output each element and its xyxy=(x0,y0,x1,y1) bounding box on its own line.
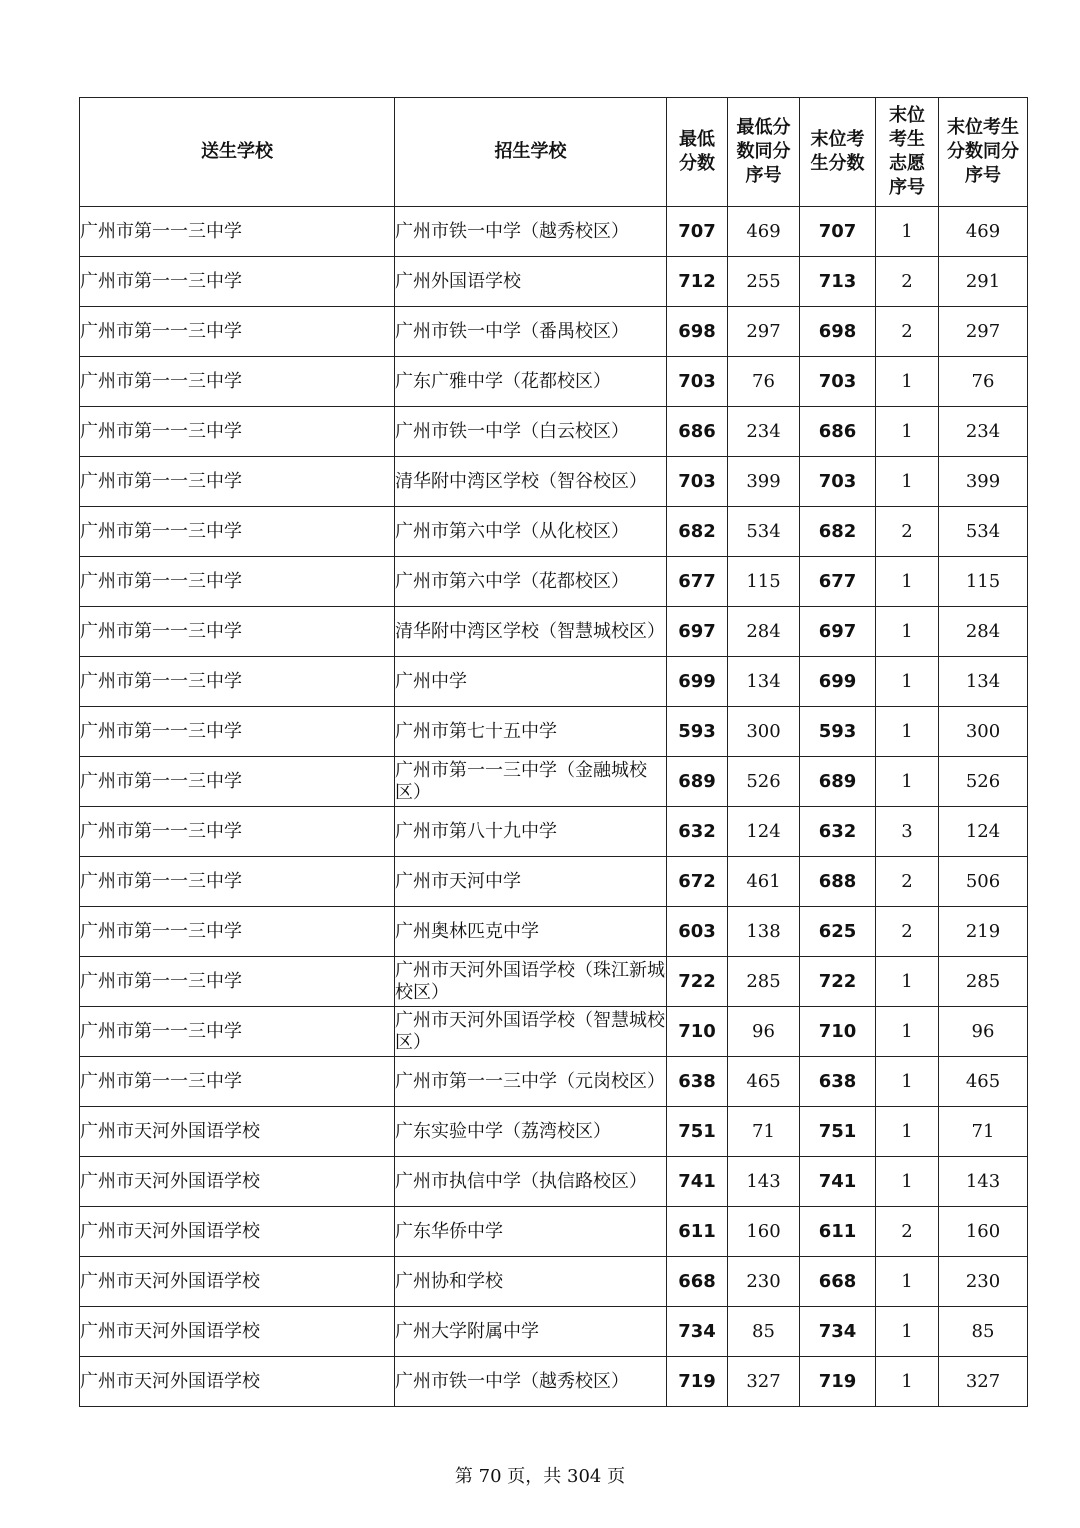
last-wish-cell: 2 xyxy=(876,1207,939,1257)
last-wish-cell: 2 xyxy=(876,257,939,307)
enroll-school-cell: 广州市天河外国语学校（智慧城校区） xyxy=(395,1007,667,1057)
table-row xyxy=(80,457,1028,507)
send-school-cell: 广州市第一一三中学 xyxy=(80,357,395,407)
send-school-cell: 广州市第一一三中学 xyxy=(80,1007,395,1057)
min-score-rank-cell: 297 xyxy=(728,307,800,357)
last-wish-cell: 1 xyxy=(876,557,939,607)
last-wish-cell: 2 xyxy=(876,507,939,557)
min-score-rank-cell: 96 xyxy=(728,1007,800,1057)
last-rank-cell: 469 xyxy=(939,207,1028,257)
send-school-cell: 广州市第一一三中学 xyxy=(80,957,395,1007)
enroll-school-cell: 广州中学 xyxy=(395,657,667,707)
last-score-cell: 689 xyxy=(800,757,876,807)
min-score-cell: 689 xyxy=(667,757,728,807)
min-score-cell: 703 xyxy=(667,357,728,407)
last-wish-cell: 1 xyxy=(876,1107,939,1157)
min-score-rank-cell: 234 xyxy=(728,407,800,457)
last-score-cell: 686 xyxy=(800,407,876,457)
table-row xyxy=(80,657,1028,707)
last-rank-cell: 285 xyxy=(939,957,1028,1007)
last-wish-cell: 1 xyxy=(876,1257,939,1307)
table-row xyxy=(80,907,1028,957)
min-score-cell: 638 xyxy=(667,1057,728,1107)
send-school-cell: 广州市第一一三中学 xyxy=(80,657,395,707)
last-rank-cell: 124 xyxy=(939,807,1028,857)
send-school-cell: 广州市第一一三中学 xyxy=(80,1057,395,1107)
enroll-school-cell: 广州大学附属中学 xyxy=(395,1307,667,1357)
last-score-cell: 719 xyxy=(800,1357,876,1407)
enroll-school-cell: 广州市铁一中学（白云校区） xyxy=(395,407,667,457)
min-score-rank-cell: 255 xyxy=(728,257,800,307)
min-score-cell: 677 xyxy=(667,557,728,607)
min-score-cell: 698 xyxy=(667,307,728,357)
table-row xyxy=(80,1157,1028,1207)
last-wish-cell: 1 xyxy=(876,1057,939,1107)
last-rank-cell: 284 xyxy=(939,607,1028,657)
min-score-cell: 603 xyxy=(667,907,728,957)
table-row xyxy=(80,857,1028,907)
table-row xyxy=(80,957,1028,1007)
table-row xyxy=(80,1257,1028,1307)
last-wish-cell: 2 xyxy=(876,907,939,957)
enroll-school-cell: 广州市第七十五中学 xyxy=(395,707,667,757)
enroll-school-cell: 广州奥林匹克中学 xyxy=(395,907,667,957)
send-school-cell: 广州市第一一三中学 xyxy=(80,407,395,457)
enroll-school-cell: 广州市第八十九中学 xyxy=(395,807,667,857)
last-rank-cell: 96 xyxy=(939,1007,1028,1057)
min-score-cell: 719 xyxy=(667,1357,728,1407)
table-row xyxy=(80,557,1028,607)
last-score-cell: 682 xyxy=(800,507,876,557)
last-score-cell: 699 xyxy=(800,657,876,707)
enroll-school-cell: 广州市铁一中学（越秀校区） xyxy=(395,1357,667,1407)
enroll-school-cell: 广东实验中学（荔湾校区） xyxy=(395,1107,667,1157)
min-score-cell: 734 xyxy=(667,1307,728,1357)
header-last-score: 末位考 生分数 xyxy=(800,98,876,207)
admissions-table xyxy=(79,97,1028,1407)
enroll-school-cell: 广州市天河中学 xyxy=(395,857,667,907)
min-score-cell: 703 xyxy=(667,457,728,507)
min-score-rank-cell: 534 xyxy=(728,507,800,557)
last-rank-cell: 160 xyxy=(939,1207,1028,1257)
last-score-cell: 625 xyxy=(800,907,876,957)
last-score-cell: 611 xyxy=(800,1207,876,1257)
last-rank-cell: 526 xyxy=(939,757,1028,807)
send-school-cell: 广州市第一一三中学 xyxy=(80,607,395,657)
last-rank-cell: 134 xyxy=(939,657,1028,707)
send-school-cell: 广州市第一一三中学 xyxy=(80,457,395,507)
min-score-rank-cell: 284 xyxy=(728,607,800,657)
table-row xyxy=(80,807,1028,857)
min-score-rank-cell: 124 xyxy=(728,807,800,857)
last-wish-cell: 1 xyxy=(876,1007,939,1057)
send-school-cell: 广州市第一一三中学 xyxy=(80,757,395,807)
min-score-rank-cell: 285 xyxy=(728,957,800,1007)
min-score-rank-cell: 469 xyxy=(728,207,800,257)
send-school-cell: 广州市第一一三中学 xyxy=(80,207,395,257)
last-score-cell: 751 xyxy=(800,1107,876,1157)
last-score-cell: 734 xyxy=(800,1307,876,1357)
min-score-cell: 686 xyxy=(667,407,728,457)
page-number: 第 70 页，共 304 页 xyxy=(454,1466,626,1487)
last-score-cell: 722 xyxy=(800,957,876,1007)
send-school-cell: 广州市第一一三中学 xyxy=(80,707,395,757)
send-school-cell: 广州市第一一三中学 xyxy=(80,307,395,357)
min-score-cell: 710 xyxy=(667,1007,728,1057)
enroll-school-cell: 广州外国语学校 xyxy=(395,257,667,307)
last-rank-cell: 300 xyxy=(939,707,1028,757)
last-rank-cell: 399 xyxy=(939,457,1028,507)
min-score-cell: 697 xyxy=(667,607,728,657)
min-score-rank-cell: 327 xyxy=(728,1357,800,1407)
table-header-row xyxy=(80,98,1028,207)
min-score-cell: 751 xyxy=(667,1107,728,1157)
send-school-cell: 广州市第一一三中学 xyxy=(80,257,395,307)
min-score-cell: 672 xyxy=(667,857,728,907)
enroll-school-cell: 广州市第一一三中学（金融城校区） xyxy=(395,757,667,807)
last-wish-cell: 1 xyxy=(876,957,939,1007)
min-score-rank-cell: 134 xyxy=(728,657,800,707)
table-row xyxy=(80,1307,1028,1357)
send-school-cell: 广州市天河外国语学校 xyxy=(80,1107,395,1157)
table-row xyxy=(80,357,1028,407)
last-rank-cell: 327 xyxy=(939,1357,1028,1407)
last-score-cell: 668 xyxy=(800,1257,876,1307)
last-wish-cell: 1 xyxy=(876,757,939,807)
min-score-cell: 668 xyxy=(667,1257,728,1307)
last-score-cell: 713 xyxy=(800,257,876,307)
min-score-rank-cell: 160 xyxy=(728,1207,800,1257)
last-wish-cell: 2 xyxy=(876,857,939,907)
last-wish-cell: 2 xyxy=(876,307,939,357)
table-row xyxy=(80,607,1028,657)
last-rank-cell: 143 xyxy=(939,1157,1028,1207)
send-school-cell: 广州市天河外国语学校 xyxy=(80,1307,395,1357)
min-score-cell: 699 xyxy=(667,657,728,707)
last-score-cell: 707 xyxy=(800,207,876,257)
min-score-rank-cell: 143 xyxy=(728,1157,800,1207)
send-school-cell: 广州市天河外国语学校 xyxy=(80,1207,395,1257)
last-rank-cell: 297 xyxy=(939,307,1028,357)
min-score-rank-cell: 230 xyxy=(728,1257,800,1307)
last-rank-cell: 115 xyxy=(939,557,1028,607)
send-school-cell: 广州市第一一三中学 xyxy=(80,907,395,957)
min-score-cell: 611 xyxy=(667,1207,728,1257)
table-row xyxy=(80,507,1028,557)
table-row xyxy=(80,1357,1028,1407)
last-wish-cell: 1 xyxy=(876,1157,939,1207)
last-score-cell: 703 xyxy=(800,457,876,507)
min-score-rank-cell: 85 xyxy=(728,1307,800,1357)
min-score-cell: 707 xyxy=(667,207,728,257)
enroll-school-cell: 广东华侨中学 xyxy=(395,1207,667,1257)
enroll-school-cell: 广州协和学校 xyxy=(395,1257,667,1307)
enroll-school-cell: 广东广雅中学（花都校区） xyxy=(395,357,667,407)
last-rank-cell: 465 xyxy=(939,1057,1028,1107)
last-score-cell: 688 xyxy=(800,857,876,907)
min-score-rank-cell: 526 xyxy=(728,757,800,807)
table-row xyxy=(80,307,1028,357)
last-wish-cell: 1 xyxy=(876,407,939,457)
table-body xyxy=(80,207,1028,1407)
last-rank-cell: 85 xyxy=(939,1307,1028,1357)
last-rank-cell: 234 xyxy=(939,407,1028,457)
last-wish-cell: 1 xyxy=(876,457,939,507)
last-wish-cell: 1 xyxy=(876,707,939,757)
min-score-rank-cell: 138 xyxy=(728,907,800,957)
header-min-score: 最低 分数 xyxy=(667,98,728,207)
last-rank-cell: 230 xyxy=(939,1257,1028,1307)
table-row xyxy=(80,257,1028,307)
send-school-cell: 广州市天河外国语学校 xyxy=(80,1157,395,1207)
min-score-rank-cell: 465 xyxy=(728,1057,800,1107)
last-score-cell: 703 xyxy=(800,357,876,407)
table-row xyxy=(80,1057,1028,1107)
last-score-cell: 677 xyxy=(800,557,876,607)
last-wish-cell: 3 xyxy=(876,807,939,857)
min-score-rank-cell: 300 xyxy=(728,707,800,757)
table-row xyxy=(80,707,1028,757)
enroll-school-cell: 广州市铁一中学（越秀校区） xyxy=(395,207,667,257)
send-school-cell: 广州市第一一三中学 xyxy=(80,857,395,907)
enroll-school-cell: 广州市第六中学（花都校区） xyxy=(395,557,667,607)
last-rank-cell: 219 xyxy=(939,907,1028,957)
header-send-school: 送生学校 xyxy=(80,98,395,207)
last-wish-cell: 1 xyxy=(876,1307,939,1357)
last-wish-cell: 1 xyxy=(876,1357,939,1407)
last-wish-cell: 1 xyxy=(876,657,939,707)
table-row xyxy=(80,1207,1028,1257)
table-row xyxy=(80,1107,1028,1157)
min-score-rank-cell: 76 xyxy=(728,357,800,407)
last-score-cell: 593 xyxy=(800,707,876,757)
header-last-rank: 末位考生 分数同分 序号 xyxy=(939,98,1028,207)
last-wish-cell: 1 xyxy=(876,207,939,257)
min-score-rank-cell: 71 xyxy=(728,1107,800,1157)
min-score-cell: 712 xyxy=(667,257,728,307)
last-rank-cell: 534 xyxy=(939,507,1028,557)
last-wish-cell: 1 xyxy=(876,357,939,407)
min-score-cell: 593 xyxy=(667,707,728,757)
last-score-cell: 710 xyxy=(800,1007,876,1057)
table-row xyxy=(80,1007,1028,1057)
last-rank-cell: 71 xyxy=(939,1107,1028,1157)
min-score-cell: 741 xyxy=(667,1157,728,1207)
table-row xyxy=(80,407,1028,457)
min-score-cell: 682 xyxy=(667,507,728,557)
min-score-rank-cell: 461 xyxy=(728,857,800,907)
send-school-cell: 广州市天河外国语学校 xyxy=(80,1257,395,1307)
last-score-cell: 741 xyxy=(800,1157,876,1207)
send-school-cell: 广州市第一一三中学 xyxy=(80,507,395,557)
last-score-cell: 632 xyxy=(800,807,876,857)
enroll-school-cell: 广州市铁一中学（番禺校区） xyxy=(395,307,667,357)
last-rank-cell: 76 xyxy=(939,357,1028,407)
enroll-school-cell: 广州市第一一三中学（元岗校区） xyxy=(395,1057,667,1107)
enroll-school-cell: 清华附中湾区学校（智谷校区） xyxy=(395,457,667,507)
last-score-cell: 698 xyxy=(800,307,876,357)
last-score-cell: 638 xyxy=(800,1057,876,1107)
header-last-wish: 末位 考生 志愿 序号 xyxy=(876,98,939,207)
enroll-school-cell: 广州市第六中学（从化校区） xyxy=(395,507,667,557)
last-wish-cell: 1 xyxy=(876,607,939,657)
last-score-cell: 697 xyxy=(800,607,876,657)
header-enroll-school: 招生学校 xyxy=(395,98,667,207)
enroll-school-cell: 广州市天河外国语学校（珠江新城校区） xyxy=(395,957,667,1007)
min-score-rank-cell: 115 xyxy=(728,557,800,607)
send-school-cell: 广州市第一一三中学 xyxy=(80,557,395,607)
send-school-cell: 广州市第一一三中学 xyxy=(80,807,395,857)
last-rank-cell: 506 xyxy=(939,857,1028,907)
table-row xyxy=(80,207,1028,257)
enroll-school-cell: 清华附中湾区学校（智慧城校区） xyxy=(395,607,667,657)
min-score-rank-cell: 399 xyxy=(728,457,800,507)
header-min-score-rank: 最低分 数同分 序号 xyxy=(728,98,800,207)
min-score-cell: 722 xyxy=(667,957,728,1007)
last-rank-cell: 291 xyxy=(939,257,1028,307)
enroll-school-cell: 广州市执信中学（执信路校区） xyxy=(395,1157,667,1207)
send-school-cell: 广州市天河外国语学校 xyxy=(80,1357,395,1407)
table-row xyxy=(80,757,1028,807)
min-score-cell: 632 xyxy=(667,807,728,857)
